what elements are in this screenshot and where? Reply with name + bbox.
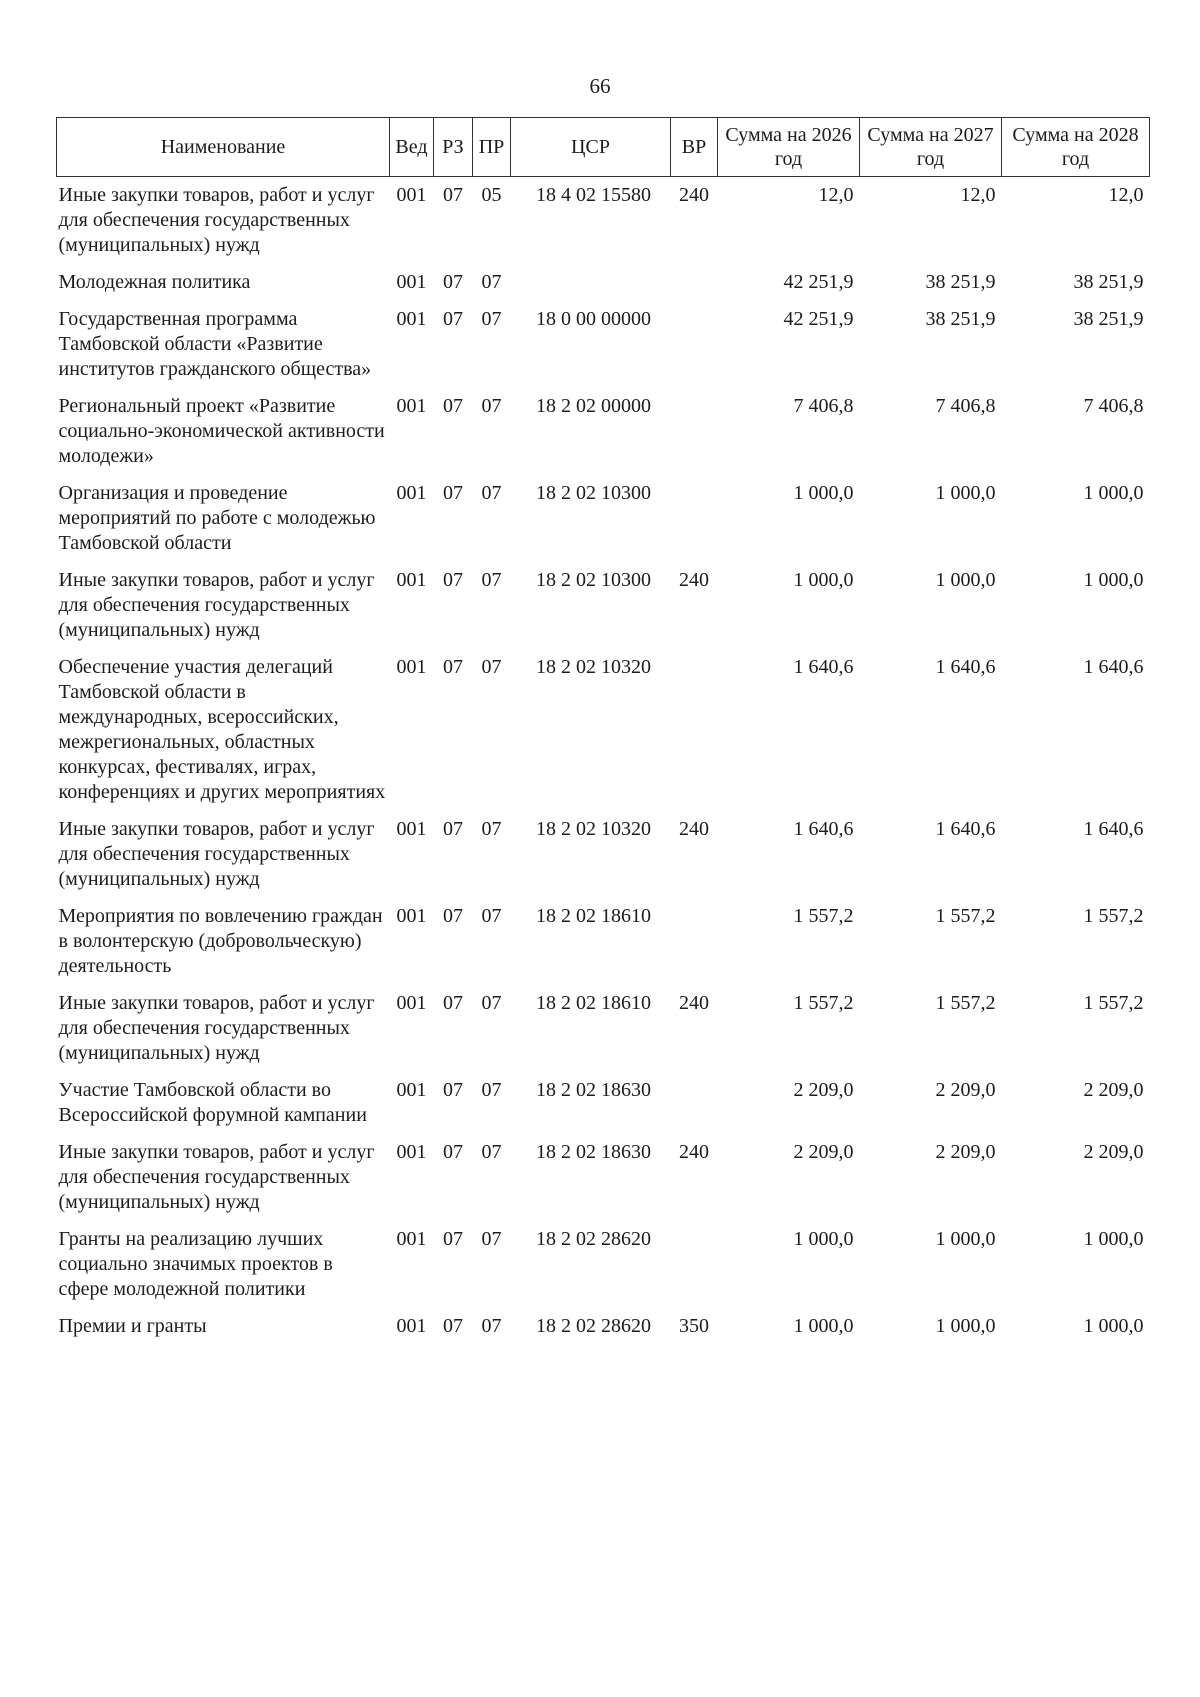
row-vr: 350 (679, 1315, 709, 1337)
row-csr: 18 0 00 00000 (536, 308, 651, 330)
table-row (57, 263, 1150, 300)
row-pr: 07 (481, 308, 502, 330)
table-row (57, 1133, 1150, 1220)
column-header-name: Наименование (57, 118, 390, 177)
row-csr (511, 263, 671, 300)
page-number: 66 (589, 74, 611, 98)
row-sum-2027: 7 406,8 (935, 395, 996, 417)
row-sum-2028: 1 557,2 (1083, 905, 1144, 927)
row-sum-2027: 1 000,0 (935, 1315, 996, 1337)
row-name: Премии и гранты (58, 1315, 207, 1337)
row-name: Мероприятия по вовлечению граждан в волонтерскую (добровольческую) деятельность (58, 905, 383, 977)
column-header-sum-2028: Сумма на 2028 год (1002, 118, 1150, 177)
column-header-csr: ЦСР (511, 118, 671, 177)
row-rz: 07 (443, 569, 463, 591)
row-vr: 240 (679, 1141, 709, 1163)
row-rz: 07 (443, 1315, 463, 1337)
row-sum-2026: 1 000,0 (793, 482, 854, 504)
row-rz: 07 (443, 482, 463, 504)
row-sum-2028: 1 000,0 (1083, 569, 1144, 591)
row-pr: 07 (481, 1315, 502, 1337)
row-vr (671, 300, 718, 387)
row-sum-2026: 1 640,6 (793, 656, 854, 678)
row-vr: 240 (679, 569, 709, 591)
row-rz: 07 (443, 905, 463, 927)
row-sum-2027: 2 209,0 (935, 1079, 996, 1101)
row-pr: 05 (481, 184, 502, 206)
row-name: Участие Тамбовской области во Всероссийской форумной кампании (58, 1079, 367, 1126)
row-vr (671, 1220, 718, 1307)
row-name: Иные закупки товаров, работ и услуг для обеспечения государственных (муниципальных) нужд (58, 184, 375, 256)
row-ved: 001 (396, 905, 427, 927)
row-sum-2028: 7 406,8 (1083, 395, 1144, 417)
table-row (57, 648, 1150, 810)
table-row (57, 561, 1150, 648)
row-name: Обеспечение участия делегаций Тамбовской области в международных, всероссийских, межрегиональных, областных конкурсах, фестивалях, играх, конференциях и других мероприятиях (58, 656, 386, 803)
row-pr: 07 (481, 482, 502, 504)
row-sum-2027: 12,0 (960, 184, 996, 206)
row-csr: 18 2 02 28620 (536, 1228, 651, 1250)
row-sum-2028: 38 251,9 (1073, 271, 1144, 293)
row-ved: 001 (396, 1079, 427, 1101)
row-pr: 07 (481, 1228, 502, 1250)
row-csr: 18 2 02 18610 (536, 905, 651, 927)
row-name: Иные закупки товаров, работ и услуг для обеспечения государственных (муниципальных) нужд (58, 569, 375, 641)
row-rz: 07 (443, 1079, 463, 1101)
row-rz: 07 (443, 184, 463, 206)
row-ved: 001 (396, 1141, 427, 1163)
row-vr: 240 (679, 992, 709, 1014)
row-vr (671, 474, 718, 561)
row-csr: 18 2 02 10320 (536, 656, 651, 678)
row-csr: 18 4 02 15580 (536, 184, 651, 206)
row-sum-2028: 1 640,6 (1083, 656, 1144, 678)
row-name: Гранты на реализацию лучших социально значимых проектов в сфере молодежной политики (58, 1228, 333, 1300)
column-header-rz: РЗ (434, 118, 473, 177)
row-csr: 18 2 02 10300 (536, 482, 651, 504)
row-sum-2026: 1 557,2 (793, 905, 854, 927)
row-sum-2028: 1 557,2 (1083, 992, 1144, 1014)
row-ved: 001 (396, 184, 427, 206)
row-pr: 07 (481, 1141, 502, 1163)
row-pr: 07 (481, 271, 502, 293)
row-sum-2027: 1 000,0 (935, 482, 996, 504)
row-csr: 18 2 02 00000 (536, 395, 651, 417)
row-sum-2026: 12,0 (818, 184, 854, 206)
table-row (57, 1071, 1150, 1133)
column-header-vr: ВР (671, 118, 718, 177)
budget-table (56, 117, 1150, 1344)
row-pr: 07 (481, 992, 502, 1014)
row-sum-2027: 1 000,0 (935, 1228, 996, 1250)
column-header-sum-2026: Сумма на 2026 год (718, 118, 860, 177)
row-sum-2028: 12,0 (1108, 184, 1144, 206)
row-rz: 07 (443, 818, 463, 840)
row-ved: 001 (396, 482, 427, 504)
row-vr (671, 648, 718, 810)
table-row (57, 177, 1150, 264)
row-sum-2027: 38 251,9 (925, 271, 996, 293)
row-sum-2028: 1 000,0 (1083, 1315, 1144, 1337)
row-name: Иные закупки товаров, работ и услуг для обеспечения государственных (муниципальных) нужд (58, 818, 375, 890)
row-rz: 07 (443, 656, 463, 678)
table-row (57, 810, 1150, 897)
row-pr: 07 (481, 395, 502, 417)
row-name: Организация и проведение мероприятий по работе с молодежью Тамбовской области (58, 482, 376, 554)
row-sum-2028: 1 000,0 (1083, 482, 1144, 504)
row-sum-2026: 1 000,0 (793, 1228, 854, 1250)
row-sum-2027: 2 209,0 (935, 1141, 996, 1163)
row-sum-2027: 1 640,6 (935, 656, 996, 678)
row-ved: 001 (396, 569, 427, 591)
row-sum-2026: 1 000,0 (793, 1315, 854, 1337)
row-csr: 18 2 02 10300 (536, 569, 651, 591)
row-sum-2028: 1 640,6 (1083, 818, 1144, 840)
row-name: Государственная программа Тамбовской области «Развитие институтов гражданского общества» (58, 308, 372, 380)
row-csr: 18 2 02 18610 (536, 992, 651, 1014)
column-header-pr: ПР (473, 118, 511, 177)
row-ved: 001 (396, 1315, 427, 1337)
row-vr (671, 897, 718, 984)
table-header-row (57, 118, 1150, 177)
row-sum-2026: 42 251,9 (783, 308, 854, 330)
row-rz: 07 (443, 308, 463, 330)
row-vr (671, 387, 718, 474)
row-ved: 001 (396, 395, 427, 417)
table-row (57, 300, 1150, 387)
row-name: Региональный проект «Развитие социально-экономической активности молодежи» (58, 395, 385, 467)
row-ved: 001 (396, 308, 427, 330)
row-name: Иные закупки товаров, работ и услуг для обеспечения государственных (муниципальных) нужд (58, 992, 375, 1064)
row-csr: 18 2 02 18630 (536, 1079, 651, 1101)
row-ved: 001 (396, 992, 427, 1014)
row-sum-2026: 2 209,0 (793, 1141, 854, 1163)
table-row (57, 387, 1150, 474)
row-rz: 07 (443, 992, 463, 1014)
row-sum-2028: 1 000,0 (1083, 1228, 1144, 1250)
row-sum-2028: 2 209,0 (1083, 1079, 1144, 1101)
row-rz: 07 (443, 395, 463, 417)
row-sum-2026: 1 640,6 (793, 818, 854, 840)
row-pr: 07 (481, 569, 502, 591)
row-sum-2026: 1 557,2 (793, 992, 854, 1014)
row-csr: 18 2 02 28620 (536, 1315, 651, 1337)
row-sum-2028: 38 251,9 (1073, 308, 1144, 330)
row-pr: 07 (481, 905, 502, 927)
row-ved: 001 (396, 1228, 427, 1250)
row-rz: 07 (443, 271, 463, 293)
row-sum-2026: 2 209,0 (793, 1079, 854, 1101)
table-row (57, 897, 1150, 984)
row-vr (671, 1071, 718, 1133)
column-header-sum-2027: Сумма на 2027 год (860, 118, 1002, 177)
row-vr: 240 (679, 818, 709, 840)
row-name: Молодежная политика (58, 271, 251, 293)
row-name: Иные закупки товаров, работ и услуг для обеспечения государственных (муниципальных) нужд (58, 1141, 375, 1213)
row-sum-2027: 1 557,2 (935, 992, 996, 1014)
row-csr: 18 2 02 10320 (536, 818, 651, 840)
row-sum-2026: 7 406,8 (793, 395, 854, 417)
table-row (57, 1307, 1150, 1344)
row-ved: 001 (396, 656, 427, 678)
column-header-ved: Вед (390, 118, 434, 177)
table-row (57, 474, 1150, 561)
row-vr: 240 (679, 184, 709, 206)
row-sum-2026: 1 000,0 (793, 569, 854, 591)
table-row (57, 1220, 1150, 1307)
row-sum-2027: 1 557,2 (935, 905, 996, 927)
table-body (57, 177, 1150, 1345)
row-sum-2027: 1 640,6 (935, 818, 996, 840)
row-sum-2028: 2 209,0 (1083, 1141, 1144, 1163)
row-sum-2026: 42 251,9 (783, 271, 854, 293)
row-rz: 07 (443, 1228, 463, 1250)
row-pr: 07 (481, 818, 502, 840)
row-rz: 07 (443, 1141, 463, 1163)
row-ved: 001 (396, 271, 427, 293)
row-csr: 18 2 02 18630 (536, 1141, 651, 1163)
table-row (57, 984, 1150, 1071)
row-pr: 07 (481, 1079, 502, 1101)
row-ved: 001 (396, 818, 427, 840)
row-pr: 07 (481, 656, 502, 678)
row-vr (671, 263, 718, 300)
row-sum-2027: 38 251,9 (925, 308, 996, 330)
row-sum-2027: 1 000,0 (935, 569, 996, 591)
